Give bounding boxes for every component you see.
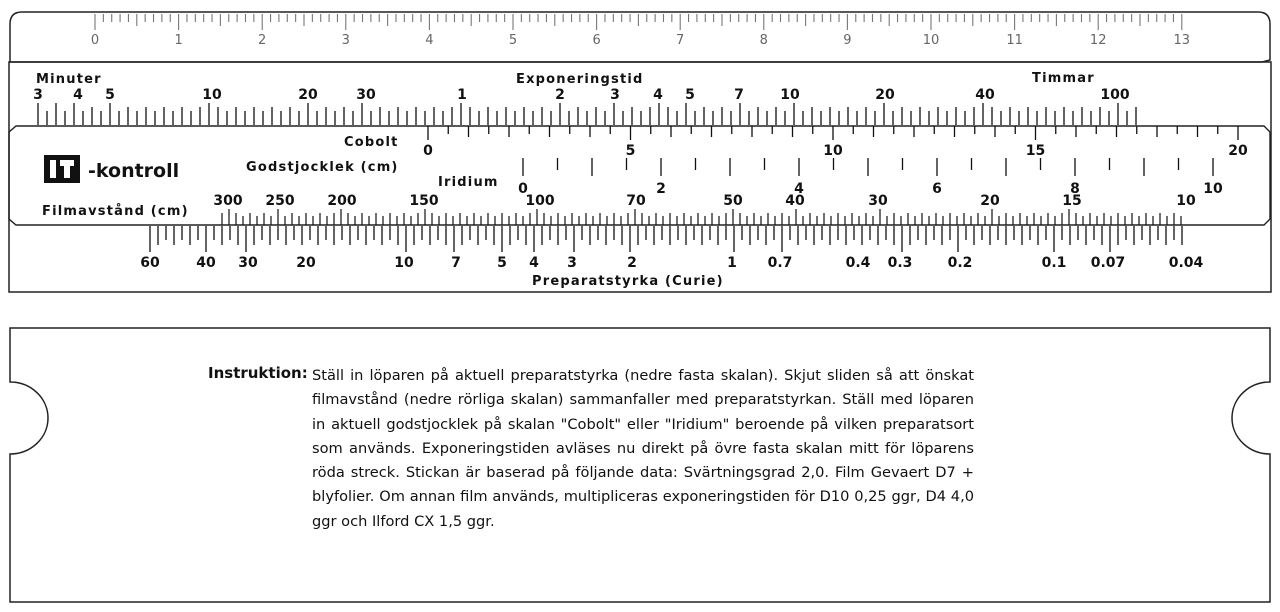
film-distance-ticks	[222, 209, 1181, 225]
minuter-label: Minuter	[36, 72, 102, 87]
iridium-number: 6	[932, 181, 942, 197]
iridium-number: 0	[518, 181, 528, 197]
iridium-number: 4	[794, 181, 804, 197]
bottom-scale-number: 4	[529, 255, 539, 271]
film-distance-number: 15	[1062, 193, 1082, 209]
top-scale-number: 10	[780, 87, 800, 103]
instruction-title: Instruktion:	[208, 364, 308, 382]
ruler-number: 10	[922, 33, 940, 48]
cobolt-number: 0	[423, 143, 433, 159]
top-scale-number: 5	[105, 87, 115, 103]
ruler-number: 8	[759, 33, 768, 48]
cobolt-label: Cobolt	[344, 135, 399, 150]
ruler-number: 9	[843, 33, 852, 48]
bottom-scale-number: 1	[727, 255, 737, 271]
bottom-scale-number: 0.04	[1168, 255, 1204, 271]
preparatstyrka-label: Preparatstyrka (Curie)	[532, 274, 724, 289]
top-scale-number: 10	[202, 87, 222, 103]
iridium-number: 8	[1070, 181, 1080, 197]
bottom-scale-number: 2	[627, 255, 637, 271]
instruction-text: Ställ in löparen på aktuell preparatstyrka (nedre fasta skalan). Skjut sliden så att önskat filmavstånd (nedre rörliga skalan) sammanfaller med preparatstyrkan. Ställ med löparen in aktuell godstjocklek på skalan "Cobolt" eller "Iridium" beroende på vilken preparatsort som används. Exponeringstiden avläses nu direkt på övre fasta skalan mitt för löparens röda streck. Stickan är baserad på följande data: Svärtningsgrad 2,0. Film Gevaert D7 + blyfolier. Om annan film används, multipliceras exponeringstiden för D10 0,25 ggr, D4 4,0 ggr och Ilford CX 1,5 ggr.	[312, 367, 974, 530]
top-scale-numbers	[33, 87, 1130, 103]
film-distance-number: 50	[723, 193, 743, 209]
film-distance-number: 250	[265, 193, 295, 209]
bottom-scale-number: 0.3	[887, 255, 913, 271]
bottom-scale-number: 40	[196, 255, 216, 271]
film-distance-number: 300	[213, 193, 243, 209]
film-distance-numbers	[213, 193, 1196, 209]
top-scale-number: 5	[685, 87, 695, 103]
ruler-number: 6	[592, 33, 601, 48]
iridium-number: 2	[656, 181, 666, 197]
ruler-numbers	[91, 33, 1190, 48]
filmavstand-label: Filmavstånd (cm)	[42, 204, 189, 219]
cobolt-number: 15	[1025, 143, 1046, 159]
bottom-scale-number: 0.2	[947, 255, 973, 271]
film-distance-number: 30	[868, 193, 888, 209]
ruler-number: 12	[1089, 33, 1107, 48]
top-scale-number: 2	[555, 87, 565, 103]
ruler-number: 2	[258, 33, 267, 48]
bottom-scale-number: 5	[497, 255, 507, 271]
bottom-scale-number: 20	[296, 255, 316, 271]
slider-strip[interactable]	[9, 126, 1270, 225]
iridium-ticks	[523, 158, 1213, 176]
cobolt-number: 20	[1228, 143, 1248, 159]
godstjocklek-label: Godstjocklek (cm)	[246, 160, 399, 175]
ruler-number: 1	[174, 33, 183, 48]
bottom-scale-number: 0.1	[1041, 255, 1067, 271]
cobolt-numbers	[423, 143, 1248, 159]
top-scale-number: 3	[33, 87, 43, 103]
top-scale-number: 30	[356, 87, 376, 103]
film-distance-number: 10	[1176, 193, 1196, 209]
film-distance-number: 150	[409, 193, 439, 209]
timmar-label: Timmar	[1032, 71, 1095, 86]
bottom-scale-number: 30	[238, 255, 258, 271]
exponeringstid-label: Exponeringstid	[516, 72, 644, 87]
ruler-number: 4	[425, 33, 434, 48]
ruler-number: 0	[90, 33, 100, 48]
bottom-scale-number: 3	[567, 255, 577, 271]
film-distance-number: 40	[785, 193, 805, 209]
top-scale-number: 40	[975, 87, 995, 103]
cobolt-number: 10	[823, 143, 843, 159]
top-scale-number: 20	[875, 87, 895, 103]
iridium-number: 10	[1203, 181, 1223, 197]
film-distance-number: 100	[525, 193, 555, 209]
top-scale-number: 3	[610, 87, 620, 103]
top-scale-number: 4	[73, 87, 83, 103]
bottom-scale-ticks	[150, 226, 1182, 252]
film-distance-number: 20	[980, 193, 1000, 209]
bottom-scale-number: 60	[140, 255, 160, 271]
top-scale-number: 7	[734, 87, 744, 103]
ruler-number: 3	[341, 33, 350, 48]
cobolt-ticks	[428, 126, 1238, 140]
top-scale-number: 4	[653, 87, 663, 103]
top-scale-number: 1	[457, 87, 467, 103]
bottom-scale-number: 0.7	[767, 255, 793, 271]
film-distance-number: 70	[626, 193, 646, 209]
top-scale-number: 100	[1100, 87, 1130, 103]
bottom-scale-numbers	[140, 255, 1203, 271]
top-scale-ticks	[38, 103, 1136, 125]
ruler-number: 11	[1006, 33, 1023, 48]
ruler-number: 13	[1173, 33, 1191, 48]
cobolt-number: 5	[625, 143, 636, 159]
trt-logo-icon	[44, 155, 80, 183]
logo-text: -kontroll	[88, 160, 180, 182]
ruler-number: 7	[676, 33, 685, 48]
bottom-scale-number: 10	[394, 255, 414, 271]
bottom-scale-number: 0.4	[845, 255, 871, 271]
ruler-ticks	[95, 14, 1182, 30]
top-scale-number: 20	[298, 87, 318, 103]
bottom-scale-number: 0.07	[1090, 255, 1126, 271]
bottom-scale-number: 7	[451, 255, 461, 271]
iridium-label: Iridium	[438, 175, 499, 190]
ruler-number: 5	[508, 33, 518, 48]
film-distance-number: 200	[327, 193, 357, 209]
